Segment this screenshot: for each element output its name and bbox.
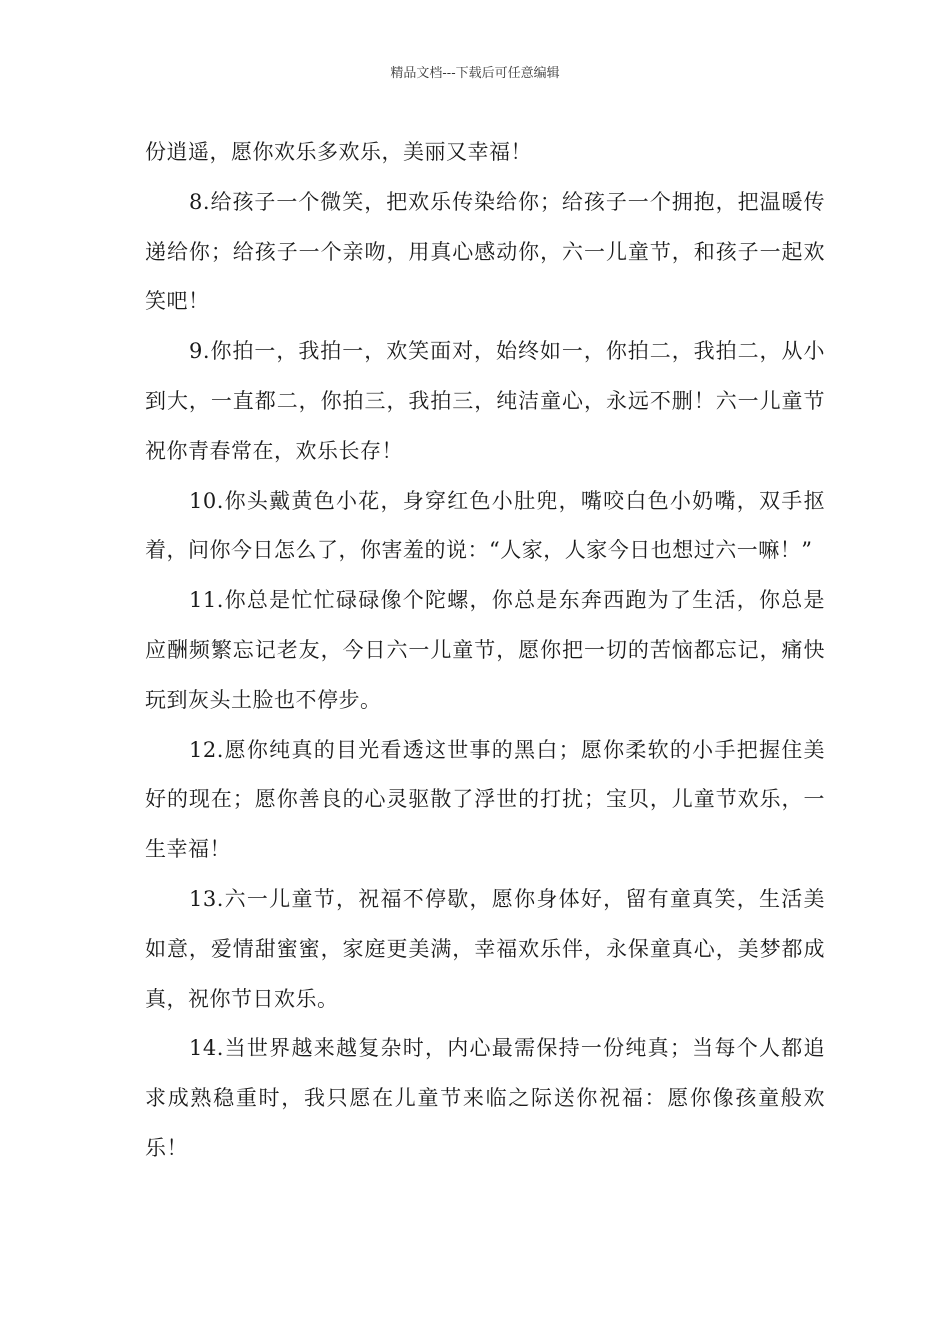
paragraph-8: 8.给孩子一个微笑，把欢乐传染给你；给孩子一个拥抱，把温暖传递给你；给孩子一个亲吻，用真心感动你，六一儿童节，和孩子一起欢笑吧！ [145,189,825,314]
document-body [145,128,825,1174]
page-header: 精品文档---下载后可任意编辑 [390,66,560,81]
paragraph-9: 9.你拍一，我拍一，欢笑面对，始终如一，你拍二，我拍二，从小到大，一直都二，你拍三，我拍三，纯洁童心，永远不删！六一儿童节祝你青春常在，欢乐长存！ [145,339,825,463]
paragraph-12: 12.愿你纯真的目光看透这世事的黑白；愿你柔软的小手把握住美好的现在；愿你善良的心灵驱散了浮世的打扰；宝贝，儿童节欢乐，一生幸福！ [145,737,825,862]
paragraph-14: 14.当世界越来越复杂时，内心最需保持一份纯真；当每个人都追求成熟稳重时，我只愿在儿童节来临之际送你祝福：愿你像孩童般欢乐！ [145,1036,825,1160]
paragraph-continuation: 份逍遥，愿你欢乐多欢乐，美丽又幸福！ [145,140,532,164]
paragraph-11: 11.你总是忙忙碌碌像个陀螺，你总是东奔西跑为了生活，你总是应酬频繁忘记老友，今日六一儿童节，愿你把一切的苦恼都忘记，痛快玩到灰头土脸也不停步。 [145,588,825,712]
paragraph-10: 10.你头戴黄色小花，身穿红色小肚兜，嘴咬白色小奶嘴，双手抠着，问你今日怎么了，你害羞的说：“人家，人家今日也想过六一嘛！” [145,488,825,563]
paragraph-13: 13.六一儿童节，祝福不停歇，愿你身体好，留有童真笑，生活美如意，爱情甜蜜蜜，家庭更美满，幸福欢乐伴，永保童真心，美梦都成真，祝你节日欢乐。 [145,886,825,1011]
